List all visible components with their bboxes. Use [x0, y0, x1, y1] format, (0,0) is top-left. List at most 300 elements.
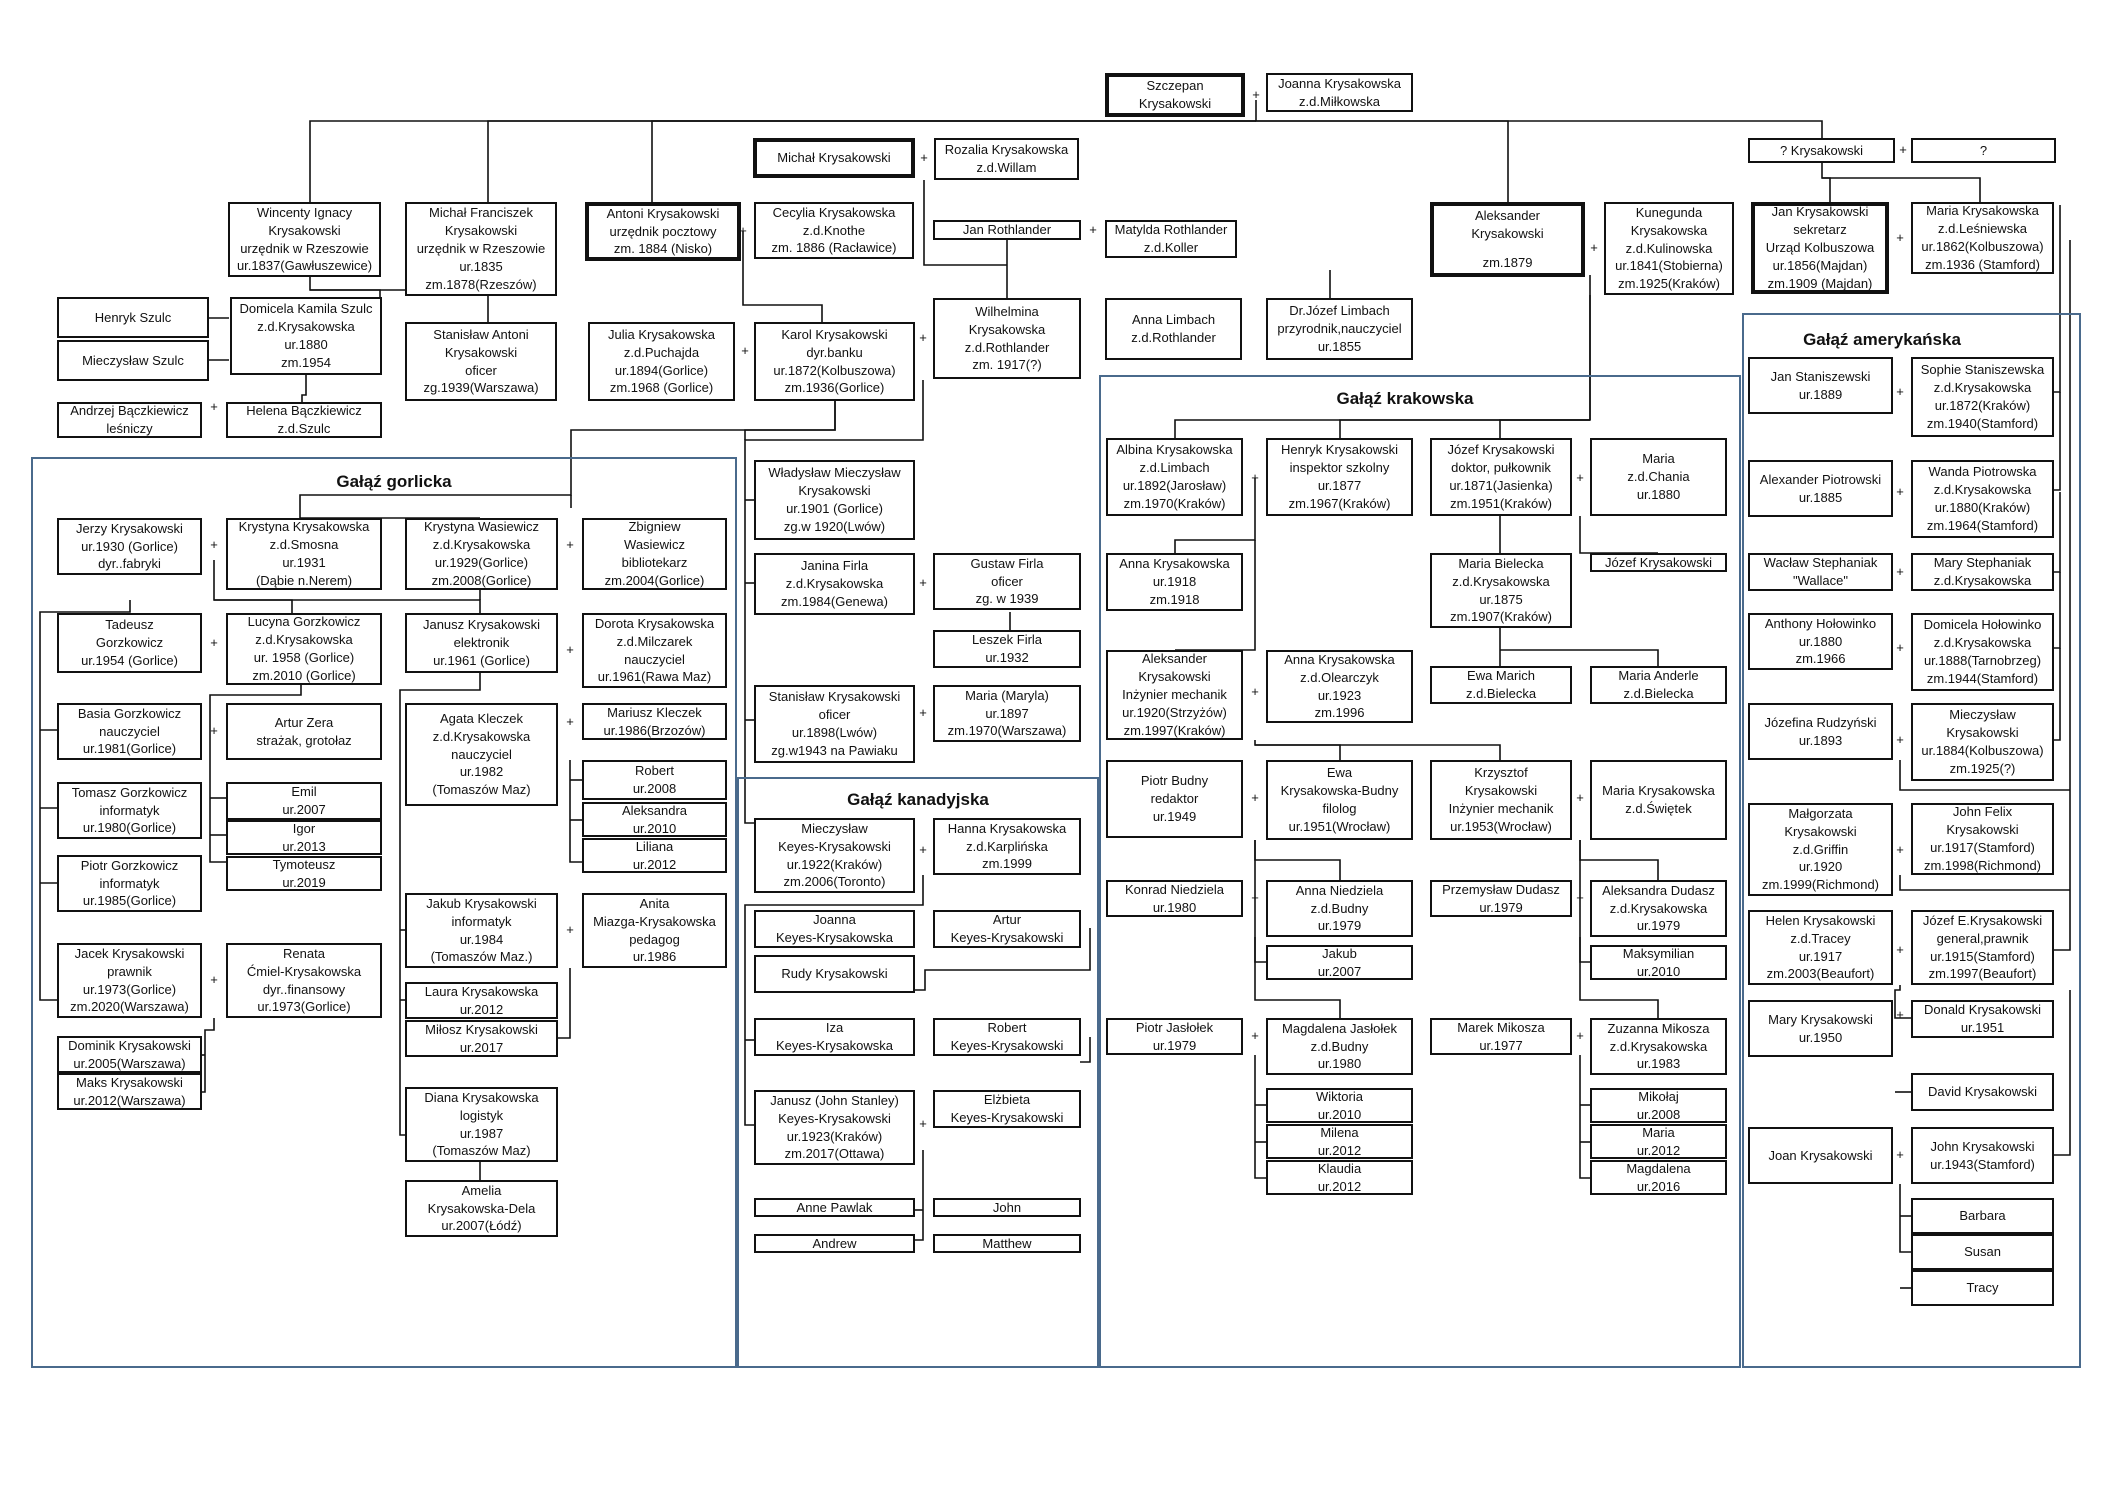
person-line: z.d.Smosna: [269, 537, 339, 553]
person-line: ur.2012: [1636, 1142, 1681, 1158]
person-mieczyslaw-kk: [754, 818, 915, 893]
person-line: urzędnik w Rzeszowie: [240, 240, 369, 256]
person-line: Basia Gorzkowicz: [77, 705, 182, 721]
person-line: Małgorzata: [1788, 805, 1853, 821]
person-line: Mieczysław Szulc: [82, 352, 184, 368]
person-line: z.d.Rothlander: [1131, 330, 1216, 345]
marriage-plus-sign: +: [1896, 1007, 1904, 1022]
person-line: zm.1925(Kraków): [1618, 276, 1720, 292]
person-jozef-limbach: [1266, 298, 1413, 360]
person-tadeusz: [57, 613, 202, 673]
person-john-k: [1911, 1127, 2054, 1184]
person-line: ur.2007: [1317, 963, 1362, 979]
marriage-plus-sign: +: [1251, 470, 1259, 485]
person-line: z.d.Krysakowska: [1609, 1038, 1708, 1054]
person-line: ur.1979: [1636, 918, 1681, 934]
person-line: Magdalena Jasłołek: [1282, 1020, 1397, 1036]
connector-line: [1822, 178, 1980, 202]
person-line: inspektor szkolny: [1289, 460, 1390, 476]
person-line: Jacek Krysakowski: [74, 945, 185, 961]
marriage-plus-sign: +: [566, 714, 574, 729]
person-line: filolog: [1322, 801, 1357, 816]
person-line: zm.1966: [1795, 651, 1846, 667]
connector-line: [745, 401, 835, 440]
person-line: Ewa Marich: [1467, 668, 1535, 684]
branch-amerykanska-title: Gałąź amerykańska: [1803, 330, 1961, 349]
person-line: John Krysakowski: [1930, 1138, 2035, 1154]
person-line: ur.1980(Gorlice): [82, 820, 177, 836]
branch-krakowska-title: Gałąź krakowska: [1336, 389, 1474, 408]
marriage-plus-sign: +: [1089, 222, 1097, 237]
person-line: Ewa: [1326, 765, 1353, 781]
person-line: Keyes-Krysakowski: [950, 930, 1064, 945]
person-anna-1918: [1106, 553, 1243, 611]
person-line: Gustaw Firla: [970, 555, 1044, 571]
person-janusz-john: [754, 1090, 915, 1165]
marriage-plus-sign: +: [1899, 142, 1907, 157]
person-line: oficer: [465, 362, 497, 378]
person-wiktoria: [1266, 1088, 1413, 1123]
person-line: Maksymilian: [1622, 945, 1695, 961]
person-line: Lucyna Gorzkowicz: [247, 614, 361, 630]
person-line: Matylda Rothlander: [1114, 222, 1228, 238]
person-line: Krysakowski: [1464, 783, 1538, 799]
person-line: Sophie Staniszewska: [1920, 362, 2045, 378]
person-line: ur.2007(Łódź): [441, 1218, 522, 1234]
person-line: Krysakowski: [444, 344, 518, 360]
person-line: z.d.Krysakowska: [1933, 635, 2032, 651]
person-line: ur.1980: [1317, 1056, 1362, 1072]
person-line: Krystyna Wasiewicz: [423, 519, 540, 535]
person-line: zm.1970(Warszawa): [947, 723, 1067, 739]
person-line: zm.1968 (Gorlice): [609, 380, 714, 396]
person-david: [1911, 1073, 2054, 1111]
person-line: ur.2016: [1636, 1178, 1681, 1194]
person-line: ur.1918: [1152, 574, 1197, 590]
person-line: Tymoteusz: [272, 856, 336, 872]
person-matthew: [933, 1234, 1081, 1253]
person-line: Konrad Niedziela: [1124, 881, 1224, 897]
person-line: prawnik: [107, 963, 152, 979]
person-line: ur.1981(Gorlice): [82, 741, 177, 757]
person-line: ur.2010: [1317, 1106, 1362, 1122]
person-line: ur.1915(Stamford): [1930, 948, 2035, 964]
person-line: Henryk Szulc: [94, 309, 172, 325]
person-line: z.d.Olearczyk: [1300, 669, 1379, 685]
person-andrzej-bacz: [57, 402, 202, 438]
person-jacek: [57, 943, 202, 1018]
person-line: ur.1982: [459, 764, 504, 780]
person-line: ur.1961(Rawa Maz): [597, 669, 712, 685]
person-line: Keyes-Krysakowska: [775, 930, 894, 945]
person-line: Donald Krysakowski: [1923, 1002, 2042, 1018]
person-line: Kunegunda: [1635, 204, 1703, 220]
person-line: dyr.banku: [806, 344, 863, 360]
person-line: Marek Mikosza: [1457, 1019, 1545, 1035]
person-line: Władysław Mieczysław: [768, 465, 901, 481]
person-line: Emil: [291, 784, 317, 800]
person-line: ur.1889: [1798, 386, 1843, 402]
person-line: informatyk: [451, 913, 512, 929]
person-line: Alexander Piotrowski: [1759, 471, 1882, 487]
person-line: Krysakowska-Dela: [427, 1200, 536, 1216]
person-line: Laura Krysakowska: [424, 983, 539, 999]
person-line: Krysakowski: [1946, 725, 2019, 741]
person-line: oficer: [991, 573, 1023, 589]
person-line: Keyes-Krysakowski: [950, 1038, 1064, 1053]
person-joanna-milkowska: [1266, 73, 1413, 112]
person-wilhelmina: [933, 298, 1081, 379]
person-line: z.d.Leśniewska: [1938, 221, 2027, 237]
person-line: Joanna Krysakowska: [1278, 75, 1401, 91]
person-line: Józef E.Krysakowski: [1922, 912, 2043, 928]
person-line: ur.1880(Kraków): [1934, 500, 2031, 515]
person-line: Wiktoria: [1316, 1088, 1363, 1104]
person-line: ur.1930 (Gorlice): [81, 538, 178, 554]
person-line: Urząd Kolbuszowa: [1765, 240, 1875, 256]
person-tomasz-g: [57, 782, 202, 839]
person-aleksander: [1430, 202, 1585, 277]
person-line: Artur Zera: [274, 714, 334, 730]
person-line: Krysakowska-Budny: [1280, 783, 1399, 799]
marriage-plus-sign: +: [1576, 1028, 1584, 1043]
person-line: ur.1950: [1798, 1029, 1843, 1045]
person-line: ur.1932: [985, 650, 1029, 665]
person-magdalena-m: [1590, 1160, 1727, 1195]
person-line: ur.1898(Lwów): [791, 725, 878, 740]
person-line: Jakub: [1322, 945, 1357, 961]
person-line: z.d.Świętek: [1625, 801, 1692, 816]
person-andrew: [754, 1234, 915, 1253]
person-line: Józef Krysakowski: [1447, 442, 1555, 458]
person-maksymilian: [1590, 945, 1727, 980]
person-piotr-jaslolek: [1106, 1018, 1243, 1055]
marriage-plus-sign: +: [1896, 1147, 1904, 1162]
person-line: informatyk: [99, 875, 160, 891]
person-line: Krysakowski: [1946, 822, 2019, 838]
person-line: ? Krysakowski: [1779, 142, 1864, 158]
person-line: Anna Krysakowska: [1284, 651, 1395, 667]
person-line: zm. 1884 (Nisko): [613, 241, 713, 257]
person-line: nauczyciel: [99, 723, 160, 739]
person-line: zm. 1917(?): [972, 357, 1042, 373]
person-malgorzata: [1748, 803, 1893, 896]
person-konrad: [1106, 880, 1243, 917]
person-line: ur.1949: [1152, 808, 1197, 824]
person-line: Robert: [634, 763, 675, 779]
person-line: z.d.Karplińska: [966, 838, 1048, 854]
person-line: ur.1922(Kraków): [786, 856, 883, 872]
person-line: Aleksandra: [621, 802, 688, 818]
person-line: Krysakowski: [1471, 225, 1544, 241]
person-stanislaw-antoni: [405, 322, 557, 401]
person-line: sekretarz: [1793, 222, 1847, 238]
person-line: zm.1999(Richmond): [1761, 877, 1880, 893]
person-line: Julia Krysakowska: [608, 326, 715, 342]
person-line: ur.1923(Kraków): [786, 1128, 883, 1144]
marriage-plus-sign: +: [1252, 87, 1260, 102]
person-q-wife: [1911, 138, 2056, 163]
person-emil: [226, 782, 382, 820]
person-line: zm.2017(Ottawa): [784, 1146, 885, 1162]
person-line: zg. w 1939: [975, 591, 1039, 607]
person-line: z.d.Milczarek: [616, 633, 693, 649]
person-agata: [405, 703, 558, 806]
person-line: ur.2012: [632, 856, 677, 872]
person-line: oficer: [818, 707, 851, 723]
connector-line: [1822, 163, 1830, 202]
person-antoni: [585, 202, 741, 261]
person-line: z.d.Limbach: [1139, 460, 1210, 476]
person-line: Janusz Krysakowski: [422, 617, 541, 633]
person-line: ur.2005(Warszawa): [73, 1055, 186, 1071]
person-line: zm. 1886 (Racławice): [771, 240, 897, 256]
person-line: z.d.Puchajda: [623, 344, 700, 360]
person-line: zm.1944(Stamford): [1926, 670, 2039, 686]
person-line: Barbara: [1959, 1208, 2006, 1224]
person-line: Maria Bielecka: [1458, 555, 1544, 571]
person-line: strażak, grotołaz: [256, 732, 352, 748]
person-line: Dominik Krysakowski: [68, 1037, 191, 1053]
person-line: urzędnik w Rzeszowie: [416, 241, 546, 257]
marriage-plus-sign: +: [1576, 790, 1584, 805]
person-line: ur.1893: [1798, 732, 1843, 748]
person-line: Andrzej Bączkiewicz: [70, 403, 189, 419]
person-line: Albina Krysakowska: [1116, 442, 1233, 458]
person-line: ur.1953(Wrocław): [1450, 818, 1552, 834]
person-line: Michał Franciszek: [428, 205, 534, 221]
person-line: Maria: [1642, 1124, 1675, 1140]
connector-line: [1256, 121, 1508, 202]
person-line: z.d.Krysakowska: [257, 319, 355, 335]
person-zuzanna: [1590, 1018, 1727, 1075]
person-line: ur.1855: [1317, 338, 1362, 354]
person-line: Anita: [639, 895, 670, 911]
person-line: Wasiewicz: [624, 537, 685, 553]
person-john-felix: [1911, 803, 2054, 875]
person-line: elektronik: [453, 635, 510, 651]
person-line: Susan: [1964, 1244, 2001, 1260]
person-line: redaktor: [1150, 791, 1199, 807]
person-maria-swietek: [1590, 760, 1727, 840]
person-line: zm.2010 (Gorlice): [252, 667, 356, 683]
person-line: Hanna Krysakowska: [947, 820, 1067, 836]
person-basia: [57, 703, 202, 760]
person-aleksandra-d: [1590, 880, 1727, 937]
person-line: ur.1871(Jasienka): [1449, 478, 1553, 493]
person-line: Agata Kleczek: [439, 710, 524, 726]
person-line: z.d.Krysakowska: [432, 537, 531, 553]
person-zbigniew: [582, 518, 727, 590]
person-line: (Tomaszów Maz): [432, 1143, 531, 1159]
marriage-plus-sign: +: [1251, 1028, 1259, 1043]
person-line: Maria Krysakowska: [1602, 783, 1715, 799]
person-line: ur.1880: [284, 337, 328, 352]
person-domicela: [230, 297, 382, 375]
person-line: Tadeusz: [105, 617, 154, 633]
person-michal-fr: [405, 202, 557, 296]
person-line: Krysakowski: [798, 483, 871, 499]
person-joan: [1748, 1127, 1893, 1184]
person-janina: [754, 553, 915, 615]
person-line: ur.2008: [1636, 1106, 1681, 1122]
person-line: Piotr Jasłołek: [1135, 1019, 1214, 1035]
person-henryk-szulc: [57, 297, 209, 338]
person-line: Jakub Krysakowski: [426, 895, 537, 911]
person-line: zm.1954: [281, 354, 331, 370]
person-line: Mary Krysakowski: [1768, 1011, 1873, 1027]
person-piotr-g: [57, 855, 202, 912]
person-mary-s: [1911, 553, 2054, 591]
person-line: zm.1998(Richmond): [1923, 857, 2042, 873]
person-line: Anthony Hołowinko: [1764, 615, 1877, 631]
person-line: David Krysakowski: [1927, 1084, 2038, 1100]
person-line: Krysakowski: [444, 223, 518, 239]
person-karol: [754, 322, 915, 401]
connector-line: [302, 375, 306, 402]
person-maria-anderle: [1590, 666, 1727, 704]
person-hanna: [933, 818, 1081, 875]
person-ewa-budny: [1266, 760, 1413, 840]
person-line: ur.1923: [1317, 687, 1362, 703]
person-line: ur.1986(Brzozów): [603, 722, 706, 738]
person-line: Milena: [1320, 1124, 1359, 1140]
person-line: Joan Krysakowski: [1768, 1147, 1873, 1163]
person-maks: [57, 1073, 202, 1110]
person-line: urzędnik pocztowy: [609, 223, 717, 239]
person-diana: [405, 1087, 558, 1162]
person-line: ur.1973(Gorlice): [82, 981, 177, 997]
person-line: Aleksander: [1474, 207, 1541, 223]
person-line: Antoni Krysakowski: [606, 205, 720, 221]
person-line: informatyk: [99, 802, 160, 818]
person-line: Aleksandra Dudasz: [1602, 882, 1715, 898]
person-line: Józefina Rudzyński: [1764, 714, 1877, 730]
person-line: z.d.Krysakowska: [1933, 380, 2032, 396]
person-aleksandra-k: [582, 802, 727, 837]
person-janusz-k: [405, 613, 558, 673]
person-line: Robert: [987, 1020, 1027, 1036]
person-line: Anna Krysakowska: [1119, 556, 1230, 572]
person-line: leśniczy: [106, 421, 153, 436]
person-line: ur.1877: [1317, 478, 1362, 493]
person-line: Tomasz Gorzkowicz: [71, 784, 188, 800]
person-julia: [588, 322, 735, 401]
marriage-plus-sign: +: [566, 922, 574, 937]
marriage-plus-sign: +: [919, 575, 927, 590]
person-line: ur.1892(Jarosław): [1122, 478, 1227, 493]
person-line: Leszek Firla: [971, 632, 1043, 648]
person-jozef-k: [1430, 438, 1572, 516]
person-line: ur.1954 (Gorlice): [81, 652, 178, 668]
person-line: (Dąbie n.Nerem): [255, 572, 353, 588]
person-anna-niedziela: [1266, 880, 1413, 937]
person-line: nauczyciel: [624, 651, 685, 667]
person-line: Maks Krysakowski: [76, 1074, 183, 1090]
person-alexander-p: [1748, 460, 1893, 517]
person-dorota: [582, 613, 727, 688]
person-line: z.d.Tracey: [1790, 930, 1851, 946]
person-lucyna: [226, 613, 382, 685]
person-stanislaw-of: [754, 685, 915, 763]
person-line: Michał Krysakowski: [777, 150, 891, 166]
person-line: ur. 1958 (Gorlice): [253, 650, 355, 665]
person-line: ur.1856(Majdan): [1772, 257, 1868, 273]
person-line: Anna Niedziela: [1295, 882, 1384, 898]
person-mieczyslaw-us: [1911, 703, 2054, 781]
person-krystyna-smosna: [226, 518, 382, 590]
marriage-plus-sign: +: [919, 842, 927, 857]
person-line: przyrodnik,nauczyciel: [1277, 321, 1402, 337]
person-jerzy: [57, 518, 202, 575]
person-line: z.d.Griffin: [1792, 841, 1849, 857]
person-line: Mieczysław: [1949, 707, 2016, 723]
person-robert-kk: [933, 1018, 1081, 1056]
person-mieczyslaw-szulc: [57, 340, 209, 381]
person-line: z.d.Budny: [1310, 900, 1369, 916]
person-line: z.d.Bielecka: [1465, 686, 1537, 701]
person-sophie: [1911, 357, 2054, 437]
person-line: John Felix: [1952, 804, 2013, 820]
person-line: dyr..finansowy: [262, 981, 346, 997]
marriage-plus-sign: +: [210, 537, 218, 552]
person-tracy: [1911, 1270, 2054, 1306]
person-line: zm.1909 (Majdan): [1767, 275, 1873, 291]
person-helen: [1748, 910, 1893, 985]
person-line: Krysakowski: [1138, 669, 1211, 685]
person-line: ur.1917: [1798, 948, 1843, 964]
person-maria-m: [1590, 1124, 1727, 1159]
person-jan-stan: [1748, 357, 1893, 414]
marriage-plus-sign: +: [1251, 684, 1259, 699]
person-jan-krys: [1751, 202, 1889, 294]
person-line: ur.1872(Kraków): [1934, 398, 2031, 413]
marriage-plus-sign: +: [1896, 230, 1904, 245]
person-line: Jan Krysakowski: [1771, 204, 1869, 220]
person-line: Magdalena: [1626, 1160, 1691, 1176]
person-line: Piotr Gorzkowicz: [80, 857, 179, 873]
person-line: nauczyciel: [451, 746, 512, 762]
person-line: Zbigniew: [628, 519, 681, 535]
person-wladyslaw: [754, 460, 915, 540]
person-line: Gorzkowicz: [95, 635, 164, 651]
marriage-plus-sign: +: [210, 399, 218, 414]
marriage-plus-sign: +: [566, 537, 574, 552]
marriage-plus-sign: +: [210, 635, 218, 650]
person-line: Stanisław Antoni: [433, 326, 529, 342]
person-aleksander-inz: [1106, 650, 1243, 740]
person-line: zm.1997(Kraków): [1123, 722, 1226, 738]
person-amelia: [405, 1180, 558, 1237]
person-line: zg.w1943 na Pawiaku: [771, 742, 898, 758]
person-line: ur.1835: [459, 258, 503, 274]
person-robert-k: [582, 760, 727, 800]
person-line: zm.2004(Gorlice): [604, 572, 705, 588]
person-line: ur.2007: [282, 802, 326, 817]
person-line: ur.2017: [459, 1039, 504, 1055]
person-line: Keyes-Krysakowski: [950, 1110, 1064, 1125]
person-wincenty: [228, 202, 381, 277]
person-gustaw: [933, 553, 1081, 610]
person-jan-roth: [933, 220, 1081, 240]
person-line: Krysakowska: [1630, 222, 1708, 238]
person-line: Janusz (John Stanley): [770, 1092, 899, 1108]
person-line: z.d.Rothlander: [964, 339, 1050, 355]
person-line: z.d.Miłkowska: [1299, 93, 1380, 109]
person-line: ur.1979: [1152, 1037, 1197, 1053]
person-szczepan: [1105, 73, 1245, 117]
person-line: ur.1880: [1636, 486, 1681, 502]
